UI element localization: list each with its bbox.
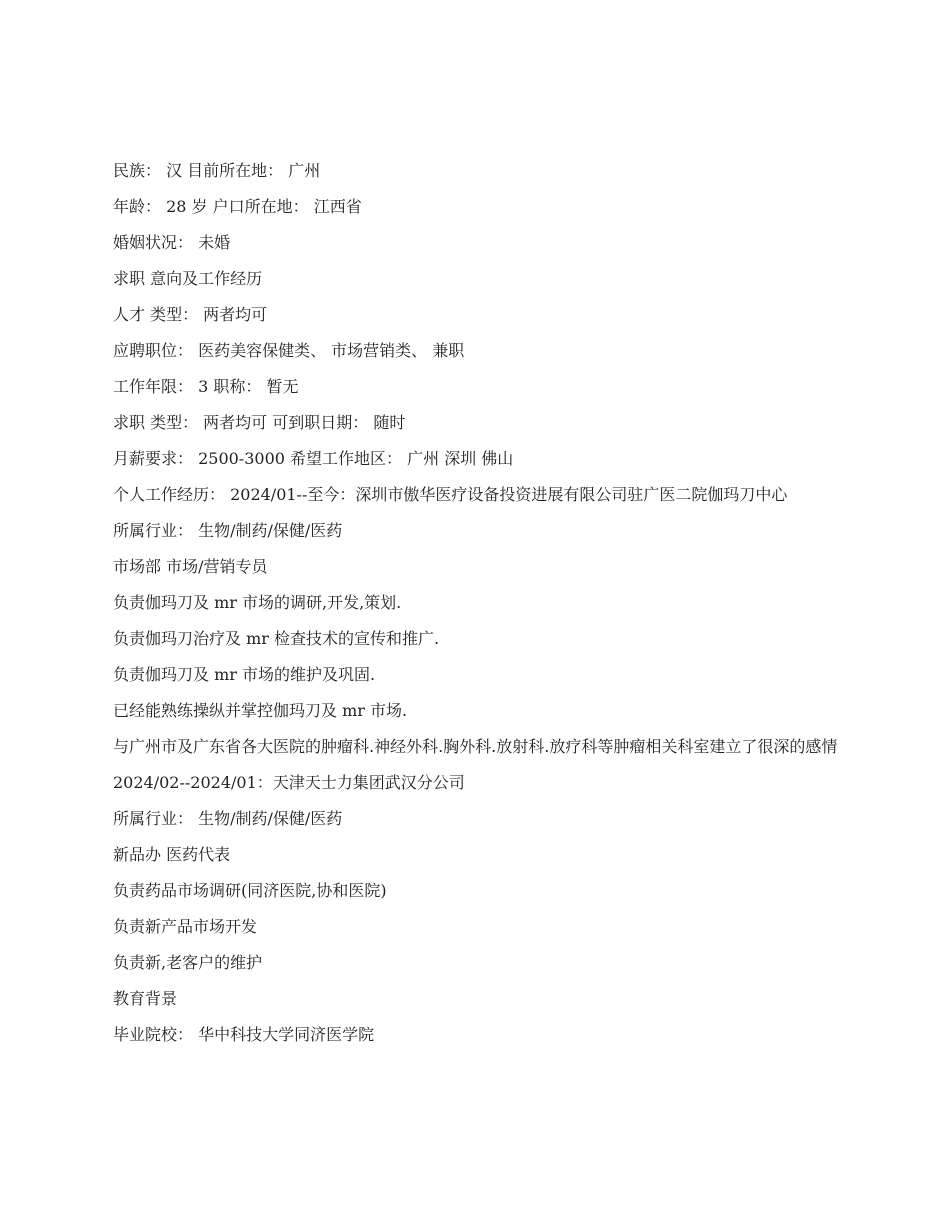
- work-experience-1-line: 个人工作经历： 2024/01--至今：深圳市傲华医疗设备投资进展有限公司驻广医二院伽玛刀中心: [113, 485, 788, 504]
- section-heading-job-intent: 求职 意向及工作经历: [113, 269, 263, 288]
- duty-line-6: 负责药品市场调研(同济医院,协和医院): [113, 881, 387, 900]
- duty-line-1: 负责伽玛刀及 mr 市场的调研,开发,策划.: [113, 593, 402, 612]
- graduated-school-line: 毕业院校： 华中科技大学同济医学院: [113, 1025, 375, 1044]
- section-heading-education: 教育背景: [113, 989, 178, 1008]
- applied-position-line: 应聘职位： 医药美容保健类、 市场营销类、 兼职: [113, 341, 465, 360]
- resume-document: [113, 160, 843, 1060]
- job-type-availability-line: 求职 类型： 两者均可 可到职日期： 随时: [113, 413, 406, 432]
- marital-status-line: 婚姻状况： 未婚: [113, 233, 231, 252]
- duty-line-4: 已经能熟练操纵并掌控伽玛刀及 mr 市场.: [113, 701, 408, 720]
- work-experience-2-line: 2024/02--2024/01：天津天士力集团武汉分公司: [113, 773, 465, 792]
- ethnicity-location-line: 民族： 汉 目前所在地： 广州: [113, 161, 321, 180]
- duty-line-7: 负责新产品市场开发: [113, 917, 258, 936]
- department-role-2: 新品办 医药代表: [113, 845, 231, 864]
- salary-region-line: 月薪要求： 2500-3000 希望工作地区： 广州 深圳 佛山: [113, 449, 514, 468]
- industry-line-1: 所属行业： 生物/制药/保健/医药: [113, 521, 343, 540]
- duty-line-5: 与广州市及广东省各大医院的肿瘤科.神经外科.胸外科.放射科.放疗科等肿瘤相关科室建立了很深的感情: [113, 737, 838, 756]
- duty-line-8: 负责新,老客户的维护: [113, 953, 263, 972]
- talent-type-line: 人才 类型： 两者均可: [113, 305, 268, 324]
- industry-line-2: 所属行业： 生物/制药/保健/医药: [113, 809, 343, 828]
- work-years-title-line: 工作年限： 3 职称： 暂无: [113, 377, 299, 396]
- duty-line-3: 负责伽玛刀及 mr 市场的维护及巩固.: [113, 665, 376, 684]
- age-hukou-line: 年龄： 28 岁 户口所在地： 江西省: [113, 197, 362, 216]
- department-role-1: 市场部 市场/营销专员: [113, 557, 268, 576]
- duty-line-2: 负责伽玛刀治疗及 mr 检查技术的宣传和推广.: [113, 629, 440, 648]
